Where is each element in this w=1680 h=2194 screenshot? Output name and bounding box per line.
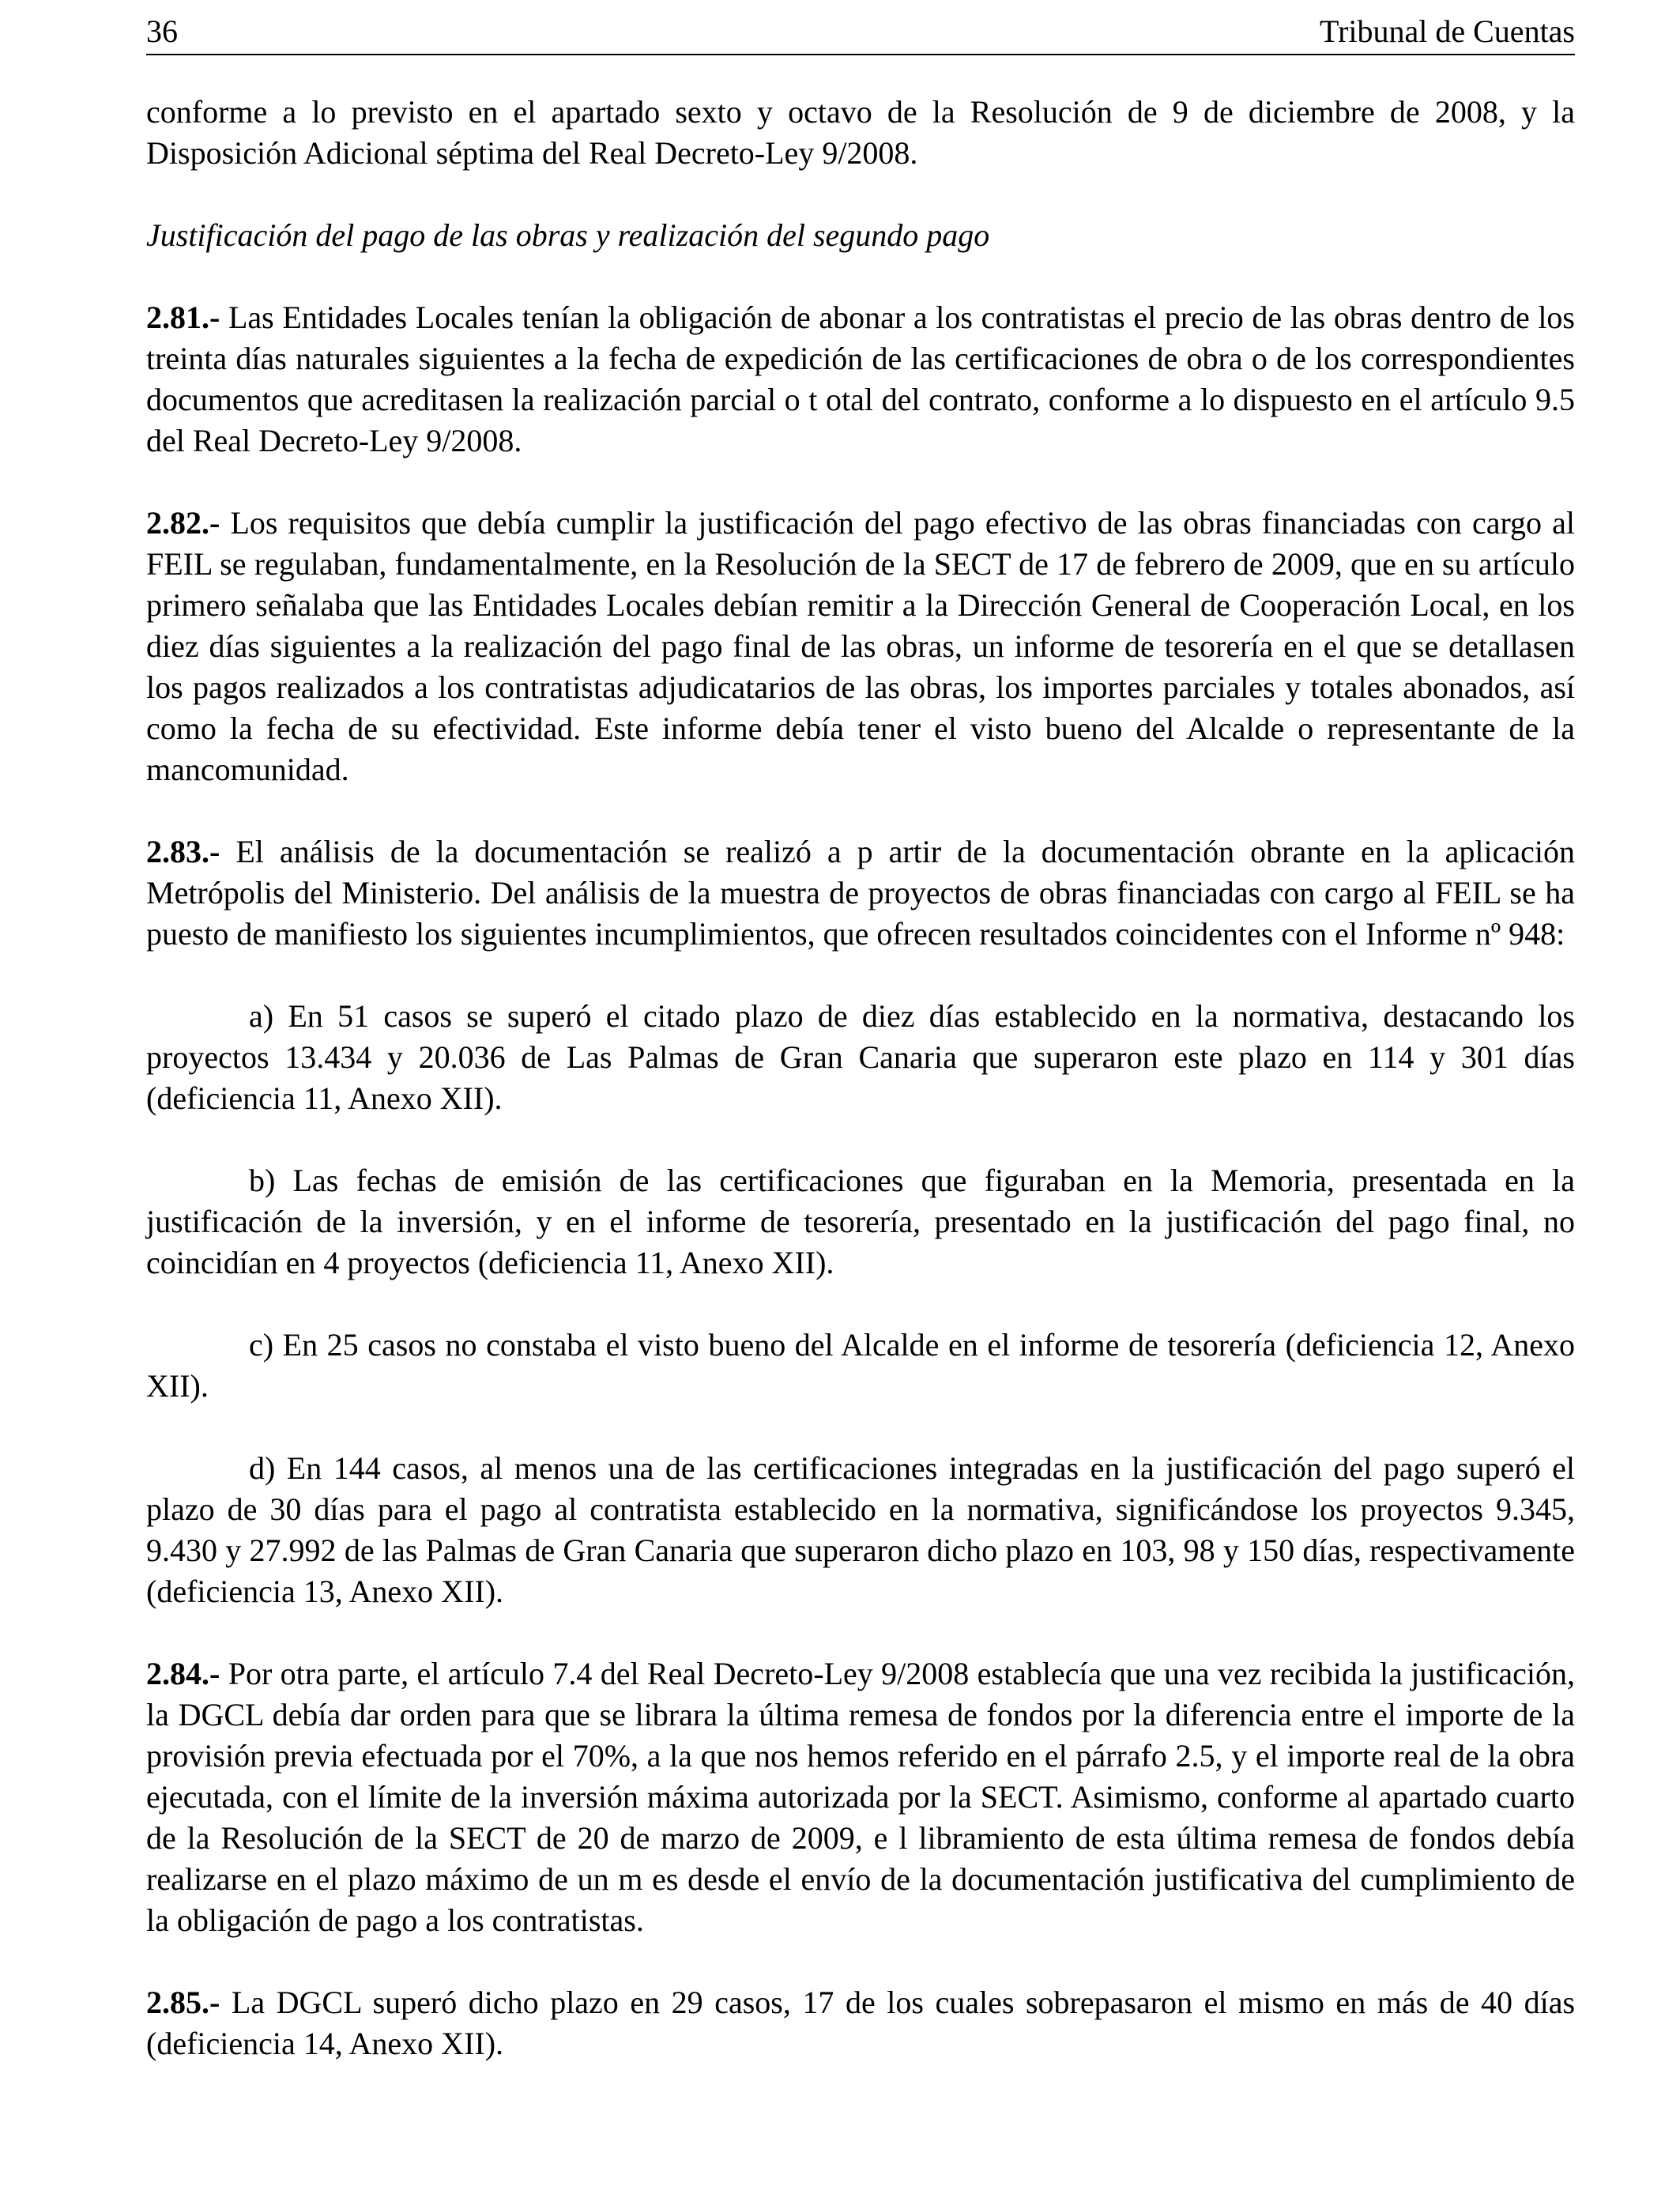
list-item-b: b) Las fechas de emisión de las certificaciones que figuraban en la Memoria, presentada en la justificación de la inversión, y en el informe de tesorería, presentado en la justificación del pago final, no coincidían en 4 proyectos (deficiencia 11, Anexo XII). bbox=[146, 1163, 1575, 1280]
list-item-c: c) En 25 casos no constaba el visto bueno del Alcalde en el informe de tesorería (deficiencia 12, Anexo XII). bbox=[146, 1327, 1575, 1404]
paragraph-text: Las Entidades Locales tenían la obligación de abonar a los contratistas el precio de las obras dentro de los treinta días naturales siguientes a la fecha de expedición de las certificaciones de obra o de los correspondientes documentos que acreditasen la realización parcial o t otal del contrato, conforme a lo dispuesto en el artículo 9.5 del Real Decreto-Ley 9/2008. bbox=[146, 300, 1576, 458]
paragraph-number: 2.82.- bbox=[146, 505, 220, 541]
paragraph-text: El análisis de la documentación se realizó a p artir de la documentación obrante en la aplicación Metrópolis del Ministerio. Del análisis de la muestra de proyectos de obras financiadas con cargo al FEIL se ha puesto de manifiesto los siguientes incumplimientos, que ofrecen resultados coincidentes con el Informe nº 948: bbox=[146, 834, 1576, 952]
paragraph-text: La DGCL superó dicho plazo en 29 casos, 17 de los cuales sobrepasaron el mismo en más de 40 días (deficiencia 14, Anexo XII). bbox=[146, 1985, 1576, 2061]
paragraph-2-84 bbox=[146, 1653, 1575, 1941]
paragraph-2-82 bbox=[146, 503, 1575, 790]
list-item-a: a) En 51 casos se superó el citado plazo de diez días establecido en la normativa, destacando los proyectos 13.434 y 20.036 de Las Palmas de Gran Canaria que superaron este plazo en 114 y 301 días (deficiencia 11, Anexo XII). bbox=[146, 998, 1575, 1116]
page-header bbox=[146, 9, 1575, 55]
intro-paragraph: conforme a lo previsto en el apartado sexto y octavo de la Resolución de 9 de diciembre de 2008, y la Disposición Adicional séptima del Real Decreto-Ley 9/2008. bbox=[146, 94, 1575, 171]
paragraph-number: 2.84.- bbox=[146, 1656, 220, 1691]
paragraph-2-83 bbox=[146, 831, 1575, 955]
document-body bbox=[146, 92, 1575, 2105]
paragraph-number: 2.85.- bbox=[146, 1985, 220, 2020]
paragraph-2-85 bbox=[146, 1982, 1575, 2064]
section-heading: Justificación del pago de las obras y realización del segundo pago bbox=[146, 217, 990, 253]
paragraph-2-81 bbox=[146, 297, 1575, 462]
paragraph-number: 2.81.- bbox=[146, 300, 220, 335]
paragraph-text: Por otra parte, el artículo 7.4 del Real Decreto-Ley 9/2008 establecía que una vez recibida la justificación, la DGCL debía dar orden para que se librara la última remesa de fondos por la diferencia entre el importe de la provisión previa efectuada por el 70%, a la que nos hemos referido en el párrafo 2.5, y el importe real de la obra ejecutada, con el límite de la inversión máxima autorizada por la SECT. Asimismo, conforme al apartado cuarto de la Resolución de la SECT de 20 de marzo de 2009, e l libramiento de esta última remesa de fondos debía realizarse en el plazo máximo de un m es desde el envío de la documentación justificativa del cumplimiento de la obligación de pago a los contratistas. bbox=[146, 1656, 1576, 1938]
paragraph-number: 2.83.- bbox=[146, 834, 220, 869]
header-title: Tribunal de Cuentas bbox=[1320, 13, 1575, 49]
list-item-d: d) En 144 casos, al menos una de las certificaciones integradas en la justificación del pago superó el plazo de 30 días para el pago al contratista establecido en la normativa, significándose los proyectos 9.345, 9.430 y 27.992 de las Palmas de Gran Canaria que superaron dicho plazo en 103, 98 y 150 días, respectivamente (deficiencia 13, Anexo XII). bbox=[146, 1450, 1575, 1609]
page-number: 36 bbox=[146, 13, 178, 49]
paragraph-text: Los requisitos que debía cumplir la justificación del pago efectivo de las obras financiadas con cargo al FEIL se regulaban, fundamentalmente, en la Resolución de la SECT de 17 de febrero de 2009, que en su artículo primero señalaba que las Entidades Locales debían remitir a la Dirección General de Cooperación Local, en los diez días siguientes a la realización del pago final de las obras, un informe de tesorería en el que se detallasen los pagos realizados a los contratistas adjudicatarios de las obras, los importes parciales y totales abonados, así como la fecha de su efectividad. Este informe debía tener el visto bueno del Alcalde o representante de la mancomunidad. bbox=[146, 505, 1576, 787]
